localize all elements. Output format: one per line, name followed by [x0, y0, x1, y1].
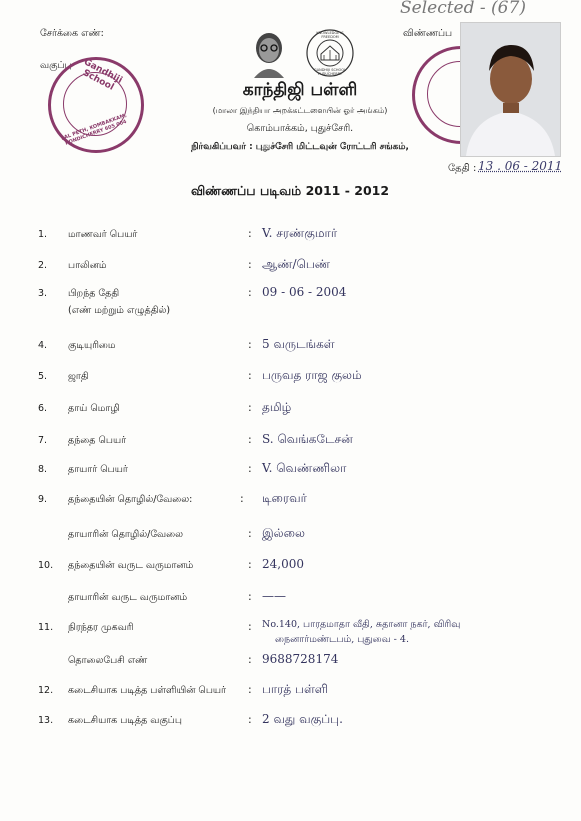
field-value: பருவத ராஜ குலம்	[262, 368, 362, 382]
field-value-line2: நைனார்மண்டபம், புதுவை - 4.	[275, 634, 409, 645]
field-colon: :	[248, 558, 252, 571]
field-colon: :	[248, 683, 252, 696]
field-label: தந்தை பெயர்	[68, 435, 127, 446]
field-value: 9688728174	[262, 652, 339, 666]
field-sublabel: (எண் மற்றும் எழுத்தில்)	[68, 305, 171, 316]
field-colon: :	[248, 258, 252, 271]
school-name: காந்திஜி பள்ளி	[242, 80, 358, 100]
school-seal-left	[48, 57, 144, 153]
field-colon: :	[248, 401, 252, 414]
field-number: 9.	[38, 494, 48, 505]
field-label: குடியுரிமை	[68, 340, 116, 351]
field-number: 8.	[38, 464, 48, 475]
field-label: தாயாரின் தொழில்/வேலை	[68, 529, 184, 540]
field-number: 11.	[38, 622, 54, 633]
field-colon: :	[248, 590, 252, 603]
form-title: விண்ணப்ப படிவம் 2011 - 2012	[190, 183, 390, 198]
field-value: 5 வருடங்கள்	[262, 337, 335, 351]
field-label: ஜாதி	[68, 371, 89, 382]
field-label: நிரந்தர முகவரி	[68, 622, 134, 633]
field-value: இல்லை	[262, 526, 305, 540]
field-label: மாணவர் பெயர்	[68, 229, 138, 240]
field-colon: :	[248, 527, 252, 540]
logo-caption: GANDHIJI SCHOOL PUDUCHERRY	[313, 68, 347, 76]
field-value: டிரைவர்	[262, 491, 307, 505]
field-number: 13.	[38, 715, 54, 726]
field-value: தமிழ்	[262, 400, 292, 414]
school-address: கொம்பாக்கம், புதுச்சேரி.	[246, 123, 354, 134]
field-colon: :	[248, 620, 252, 633]
field-number: 2.	[38, 260, 48, 271]
field-value: 09 - 06 - 2004	[262, 285, 347, 299]
field-label: தந்தையின் வருட வருமானம்	[68, 560, 194, 571]
field-number: 5.	[38, 371, 48, 382]
logo-motto: KNOWLEDGE IS FREEDOM	[316, 31, 344, 39]
field-number: 10.	[38, 560, 54, 571]
field-value: 24,000	[262, 557, 304, 571]
field-number: 1.	[38, 229, 48, 240]
field-number: 4.	[38, 340, 48, 351]
date-value: 13 . 06 - 2011	[478, 159, 563, 173]
field-label: பிறந்த தேதி	[68, 288, 120, 299]
administrator: நிர்வகிப்பவர் : புதுச்சேரி மிட்டவுன் ரோட்டரி சங்கம்,	[191, 142, 409, 152]
school-logo-icon	[305, 28, 355, 78]
field-colon: :	[248, 653, 252, 666]
school-affiliation: (மாலா இந்தியா அறக்கட்டளையின் ஓர் அங்கம்)	[212, 106, 388, 115]
selection-note: Selected - (67)	[400, 0, 526, 18]
field-label: கடைசியாக படித்த வகுப்பு	[68, 715, 182, 726]
application-no-label: விண்ணப்ப	[403, 28, 453, 39]
field-number: 12.	[38, 685, 54, 696]
admission-no-label: சேர்க்கை எண்:	[40, 28, 104, 39]
seal-name: Gandhiji School	[80, 57, 124, 93]
field-number: 7.	[38, 435, 48, 446]
field-value: S. வெங்கடேசன்	[262, 432, 353, 446]
field-colon: :	[248, 369, 252, 382]
field-value: பாரத் பள்ளி	[262, 682, 329, 696]
class-label: வகுப்பு	[40, 60, 72, 71]
field-colon: :	[248, 338, 252, 351]
field-colon: :	[248, 433, 252, 446]
field-colon: :	[248, 462, 252, 475]
field-label: பாலினம்	[68, 260, 107, 271]
field-value: V. வெண்ணிலா	[262, 461, 347, 475]
field-value: ஆண்/பெண்	[262, 257, 331, 271]
student-photo	[460, 22, 561, 157]
field-label: கடைசியாக படித்த பள்ளியின் பெயர்	[68, 685, 226, 696]
field-label: தாயார் பெயர்	[68, 464, 128, 475]
field-label: தாயாரின் வருட வருமானம்	[68, 592, 188, 603]
field-colon: :	[248, 227, 252, 240]
date-label: தேதி :	[448, 163, 477, 174]
gandhi-portrait-icon	[246, 30, 292, 78]
field-value: ——	[262, 589, 286, 603]
field-label: தந்தையின் தொழில்/வேலை:	[68, 494, 193, 505]
field-value: 2 வது வகுப்பு.	[262, 712, 343, 726]
field-colon: :	[248, 286, 252, 299]
field-value: No.140, பாரதமாதா வீதி, சுதானா நகர், விரிவு	[262, 619, 461, 630]
field-colon: :	[240, 492, 244, 505]
seal-address: LAL PETH, KOMBAKKAM, PONDICHERRY 605 004	[60, 112, 128, 147]
field-label: தொலைபேசி எண்	[68, 655, 148, 666]
field-value: V. சரண்குமார்	[262, 226, 338, 240]
field-number: 6.	[38, 403, 48, 414]
field-number: 3.	[38, 288, 48, 299]
field-colon: :	[248, 713, 252, 726]
field-label: தாய் மொழி	[68, 403, 120, 414]
